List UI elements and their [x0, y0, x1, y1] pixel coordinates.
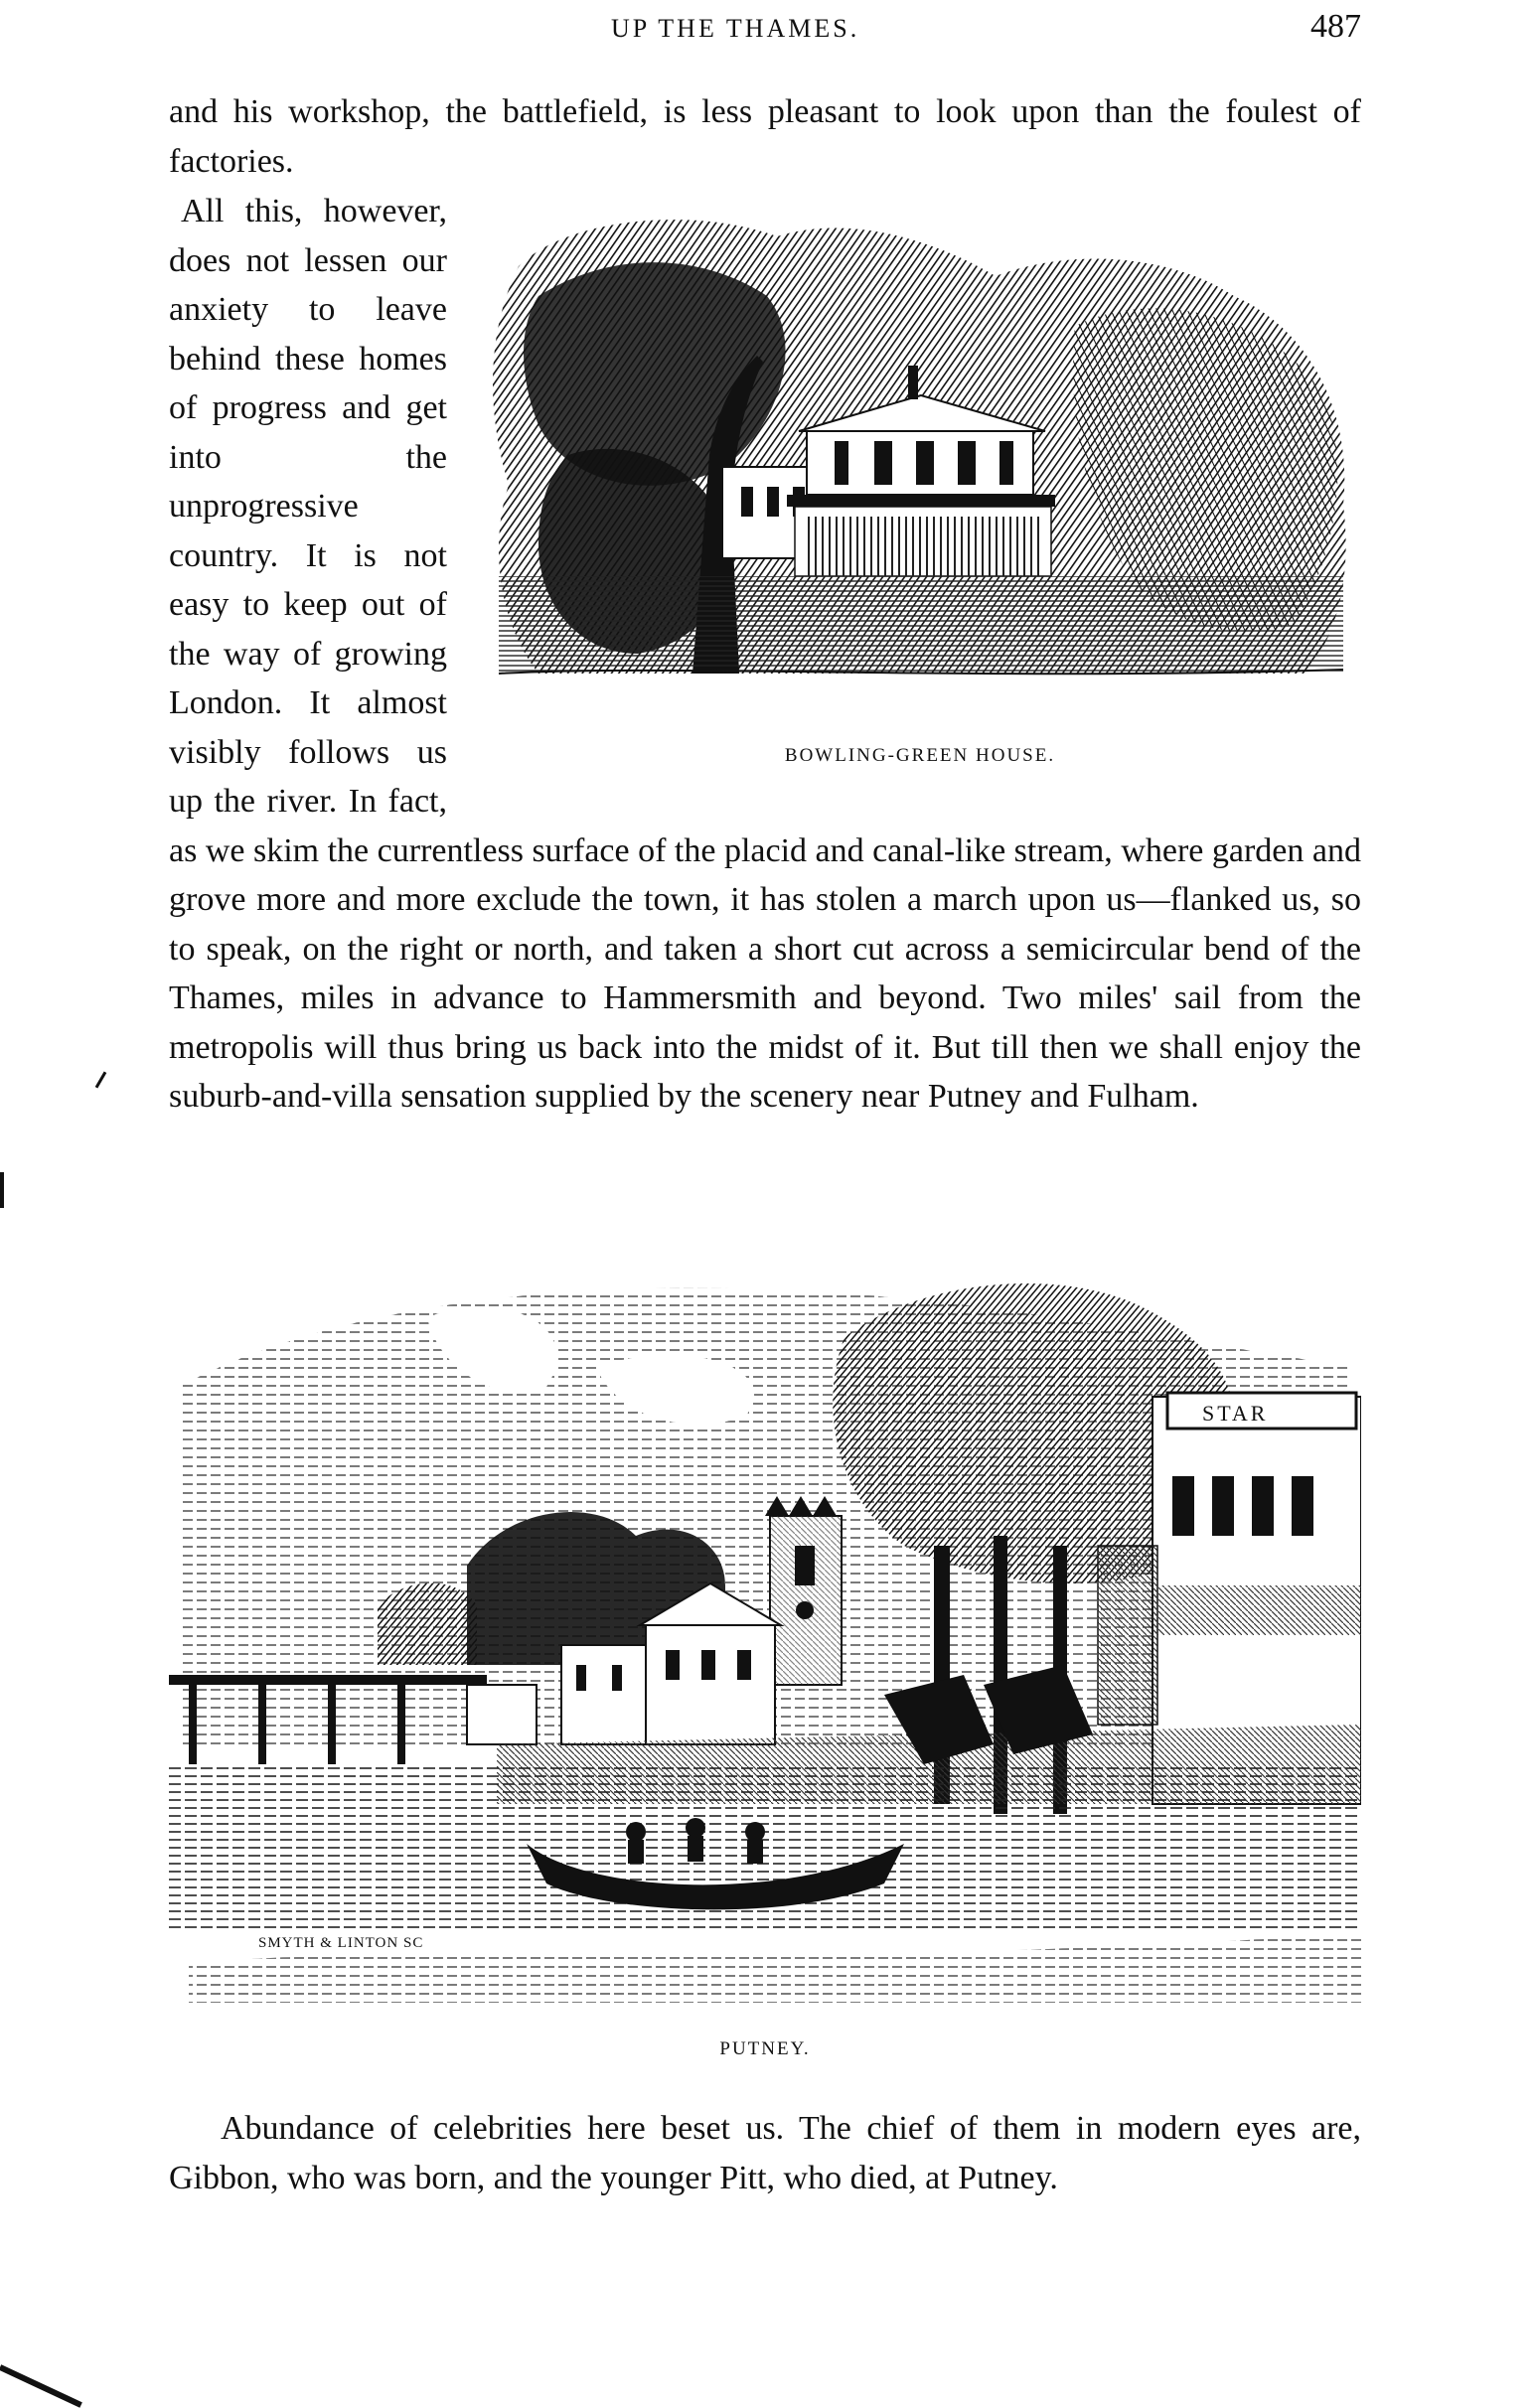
paragraph-3: Abundance of celebrities here beset us. The chief of them in modern eyes are, Gibbon, who was born, and the younger Pitt, who died, at Putney. — [169, 2110, 1361, 2196]
running-title: UP THE THAMES. — [611, 14, 860, 43]
running-head — [169, 8, 1361, 52]
engraver-signature: SMYTH & LINTON SC — [258, 1935, 424, 1951]
paragraph-2-container — [169, 187, 1361, 1122]
bowling-green-house-engraving — [479, 207, 1361, 743]
margin-mark — [95, 1071, 107, 1088]
putney-engraving — [169, 1248, 1361, 2003]
paragraph-1: and his workshop, the battlefield, is less pleasant to look upon than the foulest of factories. — [169, 93, 1361, 180]
page-edge-shadow — [0, 2364, 82, 2407]
paragraph-2: All this, however, does not lessen our anxiety to leave behind these homes of progress and get into the unprogressive country. It is not easy to keep out of the way of growing London. It almost visibly follows us up the river. In fact, as we skim the currentless surface of the placid and canal-like stream, where garden and grove more and more exclude the town, it has stolen a march upon us—flanked us, so to speak, on the right or north, and taken a short cut across a semicircular bend of the Thames, miles in advance to Hammersmith and beyond. Two miles' sail from the metropolis will thus bring us back into the midst of it. But till then we shall enjoy the suburb-and-villa sensation supplied by the scenery near Putney and Fulham. — [169, 193, 1361, 1115]
caption-bowling-green-house: BOWLING-GREEN HOUSE. — [784, 745, 1056, 766]
caption-putney: PUTNEY. — [719, 2038, 811, 2059]
star-inn-sign: STAR — [1202, 1401, 1269, 1426]
figure-bowling-green-house — [479, 207, 1361, 803]
margin-mark — [0, 1172, 4, 1208]
page-number: 487 — [1310, 8, 1361, 45]
figure-putney — [169, 1248, 1361, 2072]
